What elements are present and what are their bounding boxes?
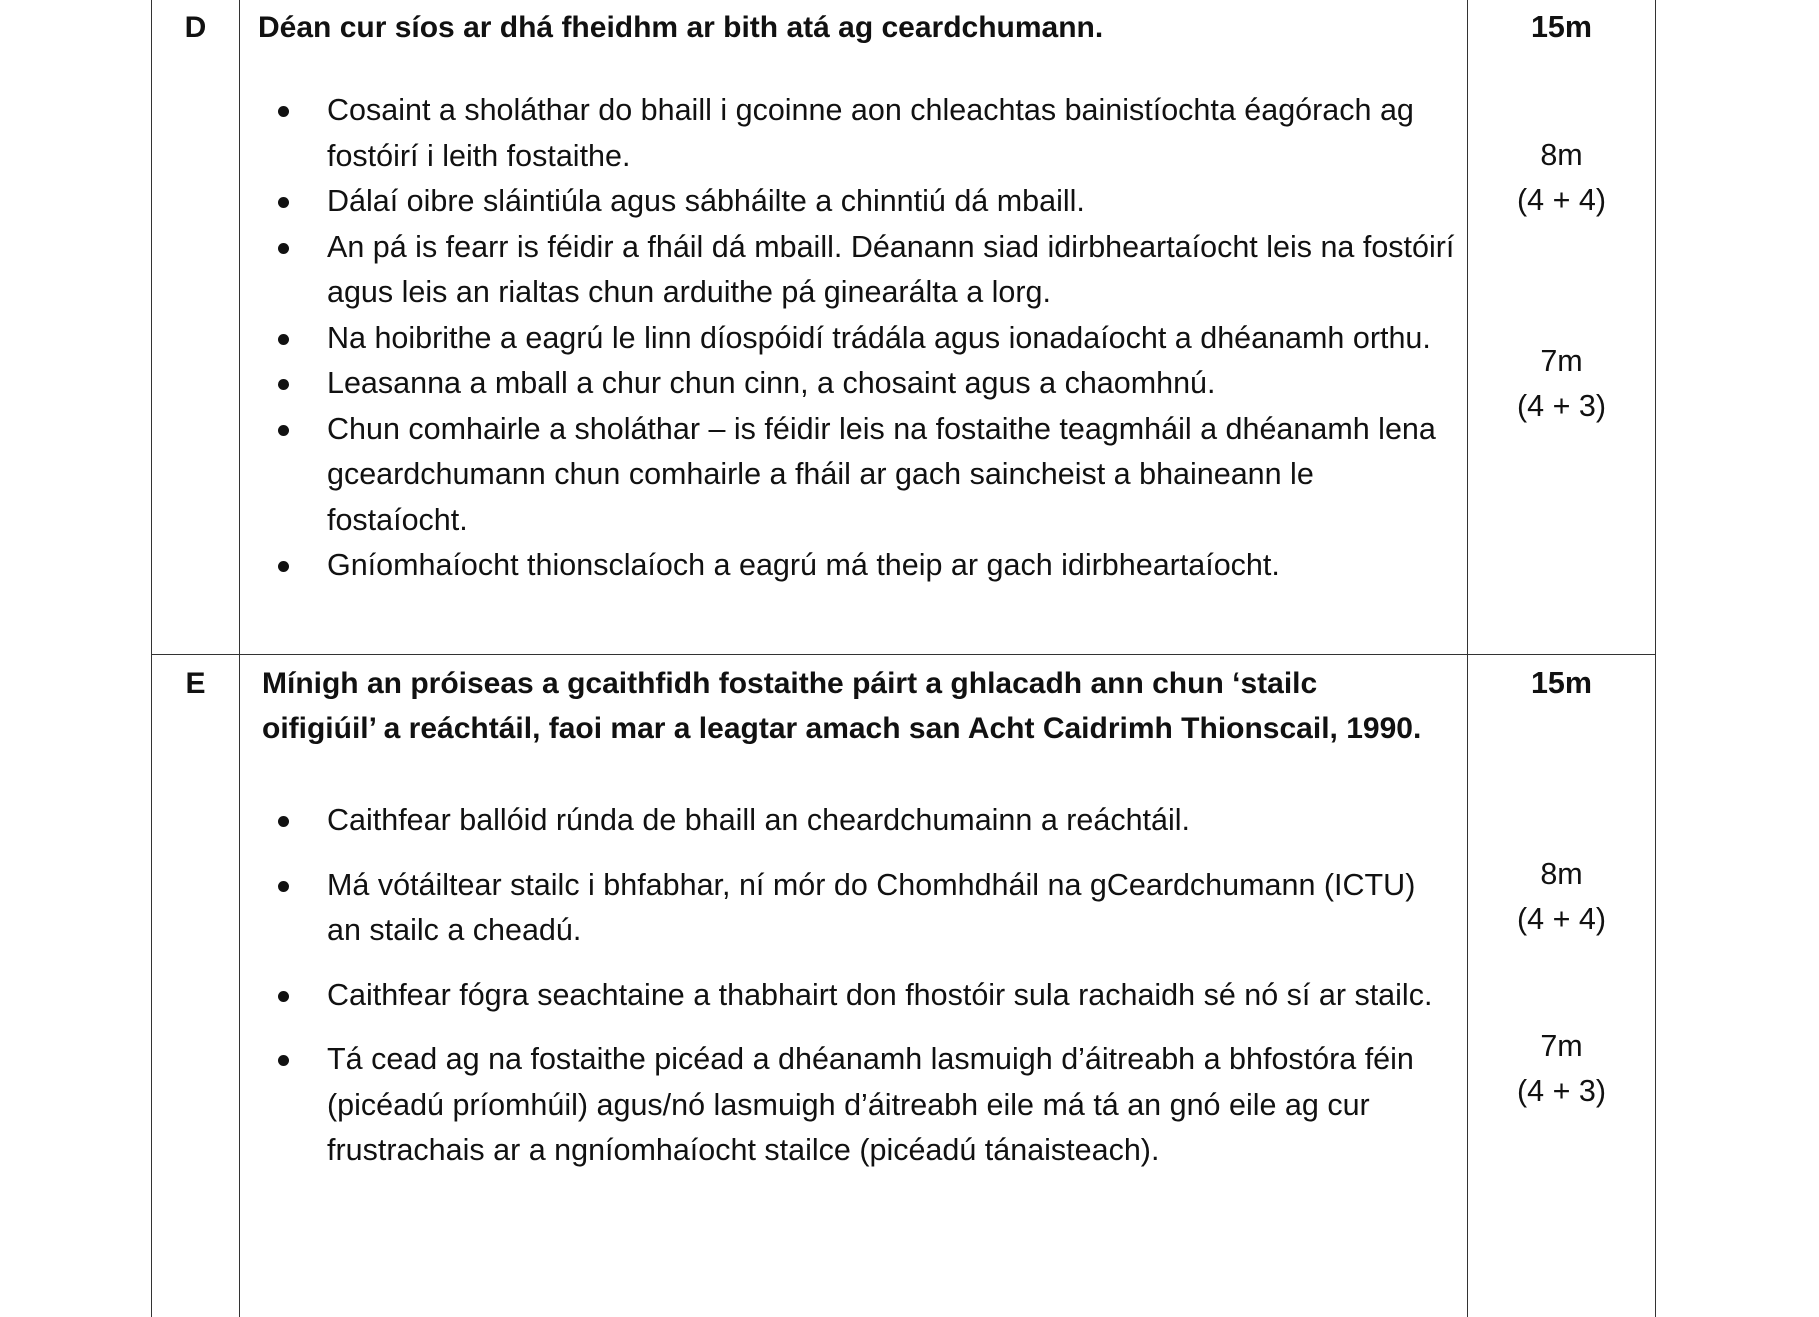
question-body xyxy=(240,655,1468,1317)
part-marks: 8m xyxy=(1540,857,1583,891)
question-row-e xyxy=(152,655,1656,1317)
question-body xyxy=(240,0,1468,655)
answer-point: Dálaí oibre sláintiúla agus sábháilte a chinntiú dá mbaill. xyxy=(240,179,1467,225)
marks-cell xyxy=(1468,0,1656,655)
part-marks: 7m xyxy=(1540,344,1583,378)
question-letter: D xyxy=(152,0,240,655)
answer-point: Leasanna a mball a chur chun cinn, a chosaint agus a chaomhnú. xyxy=(240,361,1467,407)
answer-point: Tá cead ag na fostaithe picéad a dhéanamh lasmuigh d’áitreabh a bhfostóra féin (picéadú príomhúil) agus/nó lasmuigh d’áitreabh eile má tá an gnó eile ag cur frustrachais ar a ngníomhaíocht stailce (picéadú tánaisteach). xyxy=(240,1037,1467,1174)
question-text: Mínigh an próiseas a gcaithfidh fostaithe páirt a ghlacadh ann chun ‘stailc oifigiúil’ a reáchtáil, faoi mar a leagtar amach san Acht Caidrimh Thionscail, 1990. xyxy=(262,667,1422,745)
answer-points-list xyxy=(240,798,1467,1174)
question-row-d xyxy=(152,0,1656,655)
answer-point: Caithfear ballóid rúnda de bhaill an cheardchumainn a reáchtáil. xyxy=(240,798,1467,844)
answer-points-list xyxy=(240,88,1467,589)
part-split: (4 + 3) xyxy=(1517,389,1606,423)
marking-scheme-table xyxy=(151,0,1656,1317)
marks-cell xyxy=(1468,655,1656,1317)
answer-point: Caithfear fógra seachtaine a thabhairt don fhostóir sula rachaidh sé nó sí ar stailc. xyxy=(240,973,1467,1019)
total-marks: 15m xyxy=(1530,10,1593,44)
question-letter: E xyxy=(152,655,240,1317)
answer-point: Cosaint a sholáthar do bhaill i gcoinne aon chleachtas bainistíochta éagórach ag fostóirí i leith fostaithe. xyxy=(240,88,1467,179)
answer-point: Má vótáiltear stailc i bhfabhar, ní mór do Chomhdháil na gCeardchumann (ICTU) an stailc a cheadú. xyxy=(240,863,1467,954)
part-marks: 7m xyxy=(1540,1029,1583,1063)
part-marks: 8m xyxy=(1540,138,1583,172)
answer-point: Chun comhairle a sholáthar – is féidir leis na fostaithe teagmháil a dhéanamh lena gceardchumann chun comhairle a fháil ar gach saincheist a bhaineann le fostaíocht. xyxy=(240,407,1467,544)
part-split: (4 + 4) xyxy=(1517,902,1606,936)
answer-point: An pá is fearr is féidir a fháil dá mbaill. Déanann siad idirbheartaíocht leis na fostóirí agus leis an rialtas chun arduithe pá ginearálta a lorg. xyxy=(240,225,1467,316)
answer-point: Na hoibrithe a eagrú le linn díospóidí trádála agus ionadaíocht a dhéanamh orthu. xyxy=(240,316,1467,362)
question-text: Déan cur síos ar dhá fheidhm ar bith atá ag ceardchumann. xyxy=(258,11,1104,44)
total-marks: 15m xyxy=(1530,666,1593,700)
part-split: (4 + 3) xyxy=(1517,1074,1606,1108)
answer-point: Gníomhaíocht thionsclaíoch a eagrú má theip ar gach idirbheartaíocht. xyxy=(240,543,1467,589)
part-split: (4 + 4) xyxy=(1517,183,1606,217)
